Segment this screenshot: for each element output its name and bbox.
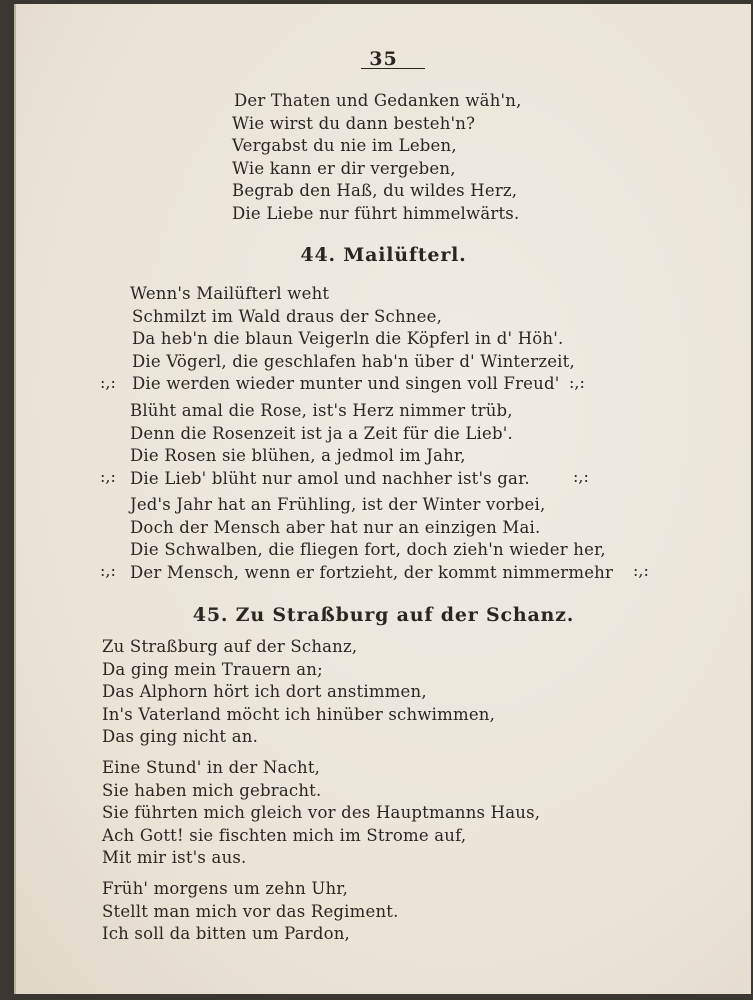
verse-line: Stellt man mich vor das Regiment. (102, 901, 399, 921)
verse-line: Schmilzt im Wald draus der Schnee, (132, 306, 443, 326)
verse-line: In's Vaterland möcht ich hinüber schwimmen, (102, 704, 496, 724)
verse-line: Da heb'n die blaun Veigerln die Köpferl in d' Höh'. (132, 329, 564, 348)
verse-line: Sie führten mich gleich vor des Hauptmanns Haus, (102, 803, 541, 822)
repeat-mark-start: :,: (100, 467, 116, 486)
verse-line: Früh' morgens um zehn Uhr, (102, 879, 349, 898)
song-44-title: 44. Mailüfterl. (300, 244, 467, 266)
page-number-rule (361, 68, 425, 69)
song-45-stanza-2 (102, 757, 540, 870)
verse-line: Da ging mein Trauern an; (102, 659, 323, 679)
verse-line: Die Lieb' blüht nur amol und nachher ist's gar. (130, 468, 530, 488)
verse-line: Vergabst du nie im Leben, (232, 136, 457, 155)
verse-line: Zu Straßburg auf der Schanz, (102, 637, 358, 656)
song-45-title: 45. Zu Straßburg auf der Schanz. (192, 604, 575, 626)
verse-line: Ich soll da bitten um Pardon, (102, 924, 350, 943)
repeat-mark-start: :,: (100, 373, 116, 392)
repeat-mark-end: :,: (573, 467, 589, 486)
verse-line: Wie wirst du dann besteh'n? (232, 113, 476, 133)
song-45-stanza-1 (102, 636, 495, 749)
verse-line: Die Schwalben, die fliegen fort, doch zieh'n wieder her, (130, 540, 606, 559)
verse-line: Jed's Jahr hat an Frühling, ist der Winter vorbei, (130, 495, 546, 514)
verse-line: Denn die Rosenzeit ist ja a Zeit für die Lieb'. (130, 423, 513, 443)
verse-line: Ach Gott! sie fischten mich im Strome auf, (102, 825, 467, 845)
verse-line: Sie haben mich gebracht. (102, 780, 322, 800)
verse-line: Die werden wieder munter und singen voll Freud' (132, 374, 560, 393)
repeat-mark-start: :,: (100, 561, 116, 580)
verse-line: Blüht amal die Rose, ist's Herz nimmer trüb, (130, 401, 513, 420)
book-page (14, 4, 751, 994)
repeat-mark-end: :,: (633, 561, 649, 580)
intro-stanza (232, 90, 522, 225)
verse-line: Der Mensch, wenn er fortzieht, der kommt nimmermehr (130, 562, 614, 582)
verse-line: Eine Stund' in der Nacht, (102, 758, 321, 777)
verse-line: Mit mir ist's aus. (102, 848, 247, 867)
verse-line: Wenn's Mailüfterl weht (130, 284, 330, 303)
verse-line: Die Vögerl, die geschlafen hab'n über d' Winterzeit, (132, 351, 575, 371)
verse-line: Die Liebe nur führt himmelwärts. (232, 203, 520, 223)
page-number: 35 (369, 48, 398, 70)
verse-line: Wie kann er dir vergeben, (232, 158, 456, 178)
verse-line: Das Alphorn hört ich dort anstimmen, (102, 682, 427, 701)
song-44-stanza-2 (130, 400, 530, 490)
verse-line: Begrab den Haß, du wildes Herz, (232, 181, 518, 200)
repeat-mark-end: :,: (569, 373, 585, 392)
song-44-stanza-3 (130, 494, 613, 584)
song-45-stanza-3 (102, 878, 399, 946)
verse-line: Die Rosen sie blühen, a jedmol im Jahr, (130, 446, 466, 465)
song-44-stanza-1 (130, 283, 575, 396)
verse-line: Das ging nicht an. (102, 727, 259, 746)
verse-line: Doch der Mensch aber hat nur an einzigen Mai. (130, 517, 541, 537)
verse-line: Der Thaten und Gedanken wäh'n, (234, 91, 522, 110)
